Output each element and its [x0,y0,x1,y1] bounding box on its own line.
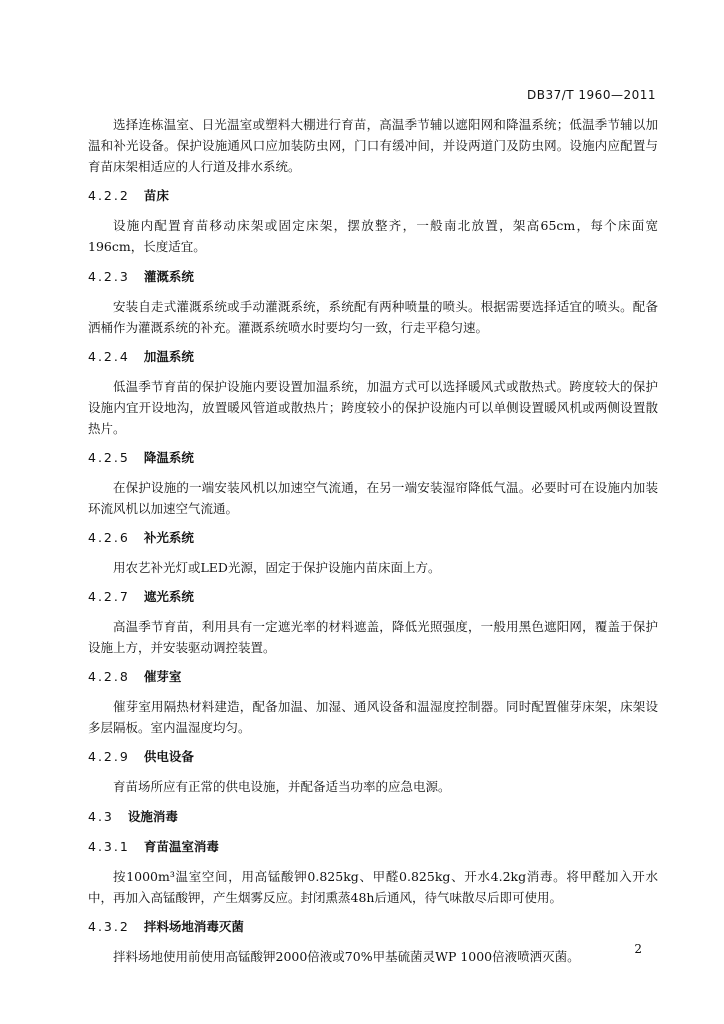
section-title: 催芽室 [143,669,182,684]
section-number: 4.2.6 [88,530,130,545]
section-title: 育苗温室消毒 [143,839,219,854]
paragraph: 按1000m³温室空间，用高锰酸钾0.825kg、甲醛0.825kg、开水4.2kg消毒。将甲醛加入开水中，再加入高锰酸钾，产生烟雾反应。封闭熏蒸48h后通风，待气味散尽后即可使用。 [88,869,658,905]
paragraph: 拌料场地使用前使用高锰酸钾2000倍液或70%甲基硫菌灵WP 1000倍液喷洒灭菌。 [113,949,580,964]
paragraph: 设施内配置育苗移动床架或固定床架，摆放整齐，一般南北放置，架高65cm，每个床面宽196cm，长度适宜。 [88,218,658,254]
paragraph: 在保护设施的一端安装风机以加速空气流通，在另一端安装湿帘降低气温。必要时可在设施内加装环流风机以加速空气流通。 [88,480,658,516]
section-heading [88,347,658,367]
page-number: 2 [634,942,642,956]
section-title: 拌料场地消毒灭菌 [143,919,244,934]
section-heading [88,747,658,767]
section-heading [88,448,658,468]
section-heading [88,667,658,687]
paragraph: 选择连栋温室、日光温室或塑料大棚进行育苗，高温季节辅以遮阳网和降温系统；低温季节辅以加温和补光设备。保护设施通风口应加装防虫网，门口有缓冲间，并设两道门及防虫网。设施内应配置与育苗床架相适应的人行道及排水系统。 [88,117,658,174]
section-heading [88,267,658,287]
section-number: 4.3.1 [88,839,130,854]
section-number: 4.2.2 [88,188,130,203]
document-body [88,114,658,967]
section-heading [88,587,658,607]
paragraph: 用农艺补光灯或LED光源，固定于保护设施内苗床面上方。 [113,560,441,575]
paragraph: 安装自走式灌溉系统或手动灌溉系统，系统配有两种喷量的喷头。根据需要选择适宜的喷头。配备洒桶作为灌溉系统的补充。灌溉系统喷水时要均匀一致，行走平稳匀速。 [88,299,658,335]
section-heading [88,837,658,857]
section-number: 4.2.7 [88,589,130,604]
section-heading [88,917,658,937]
section-number: 4.2.8 [88,669,130,684]
section-number: 4.3 [88,809,114,824]
standard-code: DB37/T 1960—2011 [526,88,656,102]
section-title: 遮光系统 [143,589,194,604]
paragraph: 高温季节育苗，利用具有一定遮光率的材料遮盖，降低光照强度，一般用黑色遮阳网，覆盖于保护设施上方，并安装驱动调控装置。 [88,619,658,655]
section-number: 4.2.5 [88,450,130,465]
section-title: 降温系统 [143,450,194,465]
section-number: 4.3.2 [88,919,130,934]
section-heading [88,528,658,548]
paragraph: 低温季节育苗的保护设施内要设置加温系统，加温方式可以选择暖风式或散热式。跨度较大的保护设施内宜开设地沟，放置暖风管道或散热片；跨度较小的保护设施内可以单侧设置暖风机或两侧设置散热片。 [88,379,658,436]
section-heading [88,186,658,206]
section-number: 4.2.4 [88,349,130,364]
paragraph: 育苗场所应有正常的供电设施，并配备适当功率的应急电源。 [113,779,451,794]
section-number: 4.2.3 [88,269,130,284]
section-title: 灌溉系统 [143,269,194,284]
section-title: 补光系统 [143,530,194,545]
section-heading [88,807,658,827]
section-title: 加温系统 [143,349,194,364]
section-title: 供电设备 [143,749,194,764]
paragraph: 催芽室用隔热材料建造，配备加温、加湿、通风设备和温湿度控制器。同时配置催芽床架，床架设多层隔板。室内温湿度均匀。 [88,699,658,735]
section-title: 设施消毒 [127,809,178,824]
section-number: 4.2.9 [88,749,130,764]
section-title: 苗床 [143,188,169,203]
